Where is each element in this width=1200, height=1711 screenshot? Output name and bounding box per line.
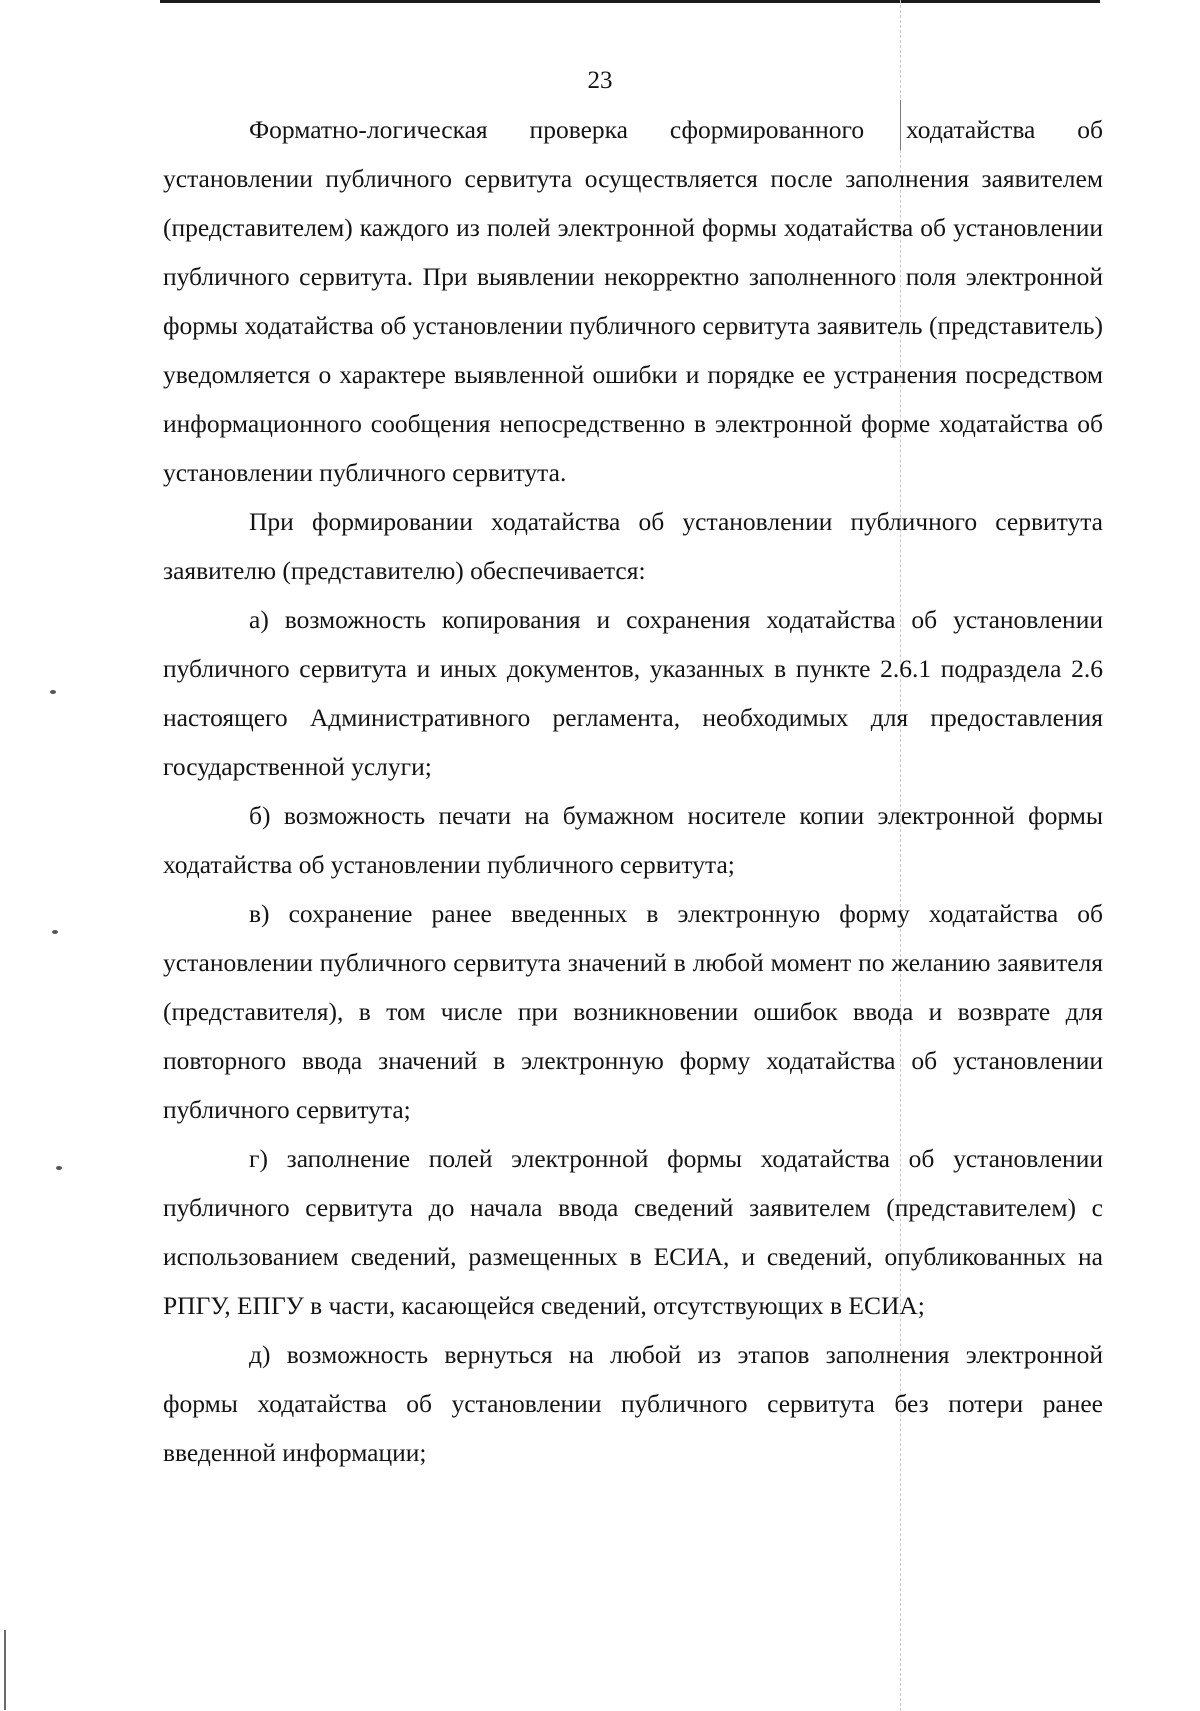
scan-edge-mark (4, 1630, 6, 1710)
list-item-a: а) возможность копирования и сохранения ходатайства об установлении публичного сервитута и иных документов, указанных в пункте 2.6.1 подраздела 2.6 настоящего Административного регламента, необходимых для предоставления государственной услуги; (163, 605, 1103, 781)
list-item-v: в) сохранение ранее введенных в электронную форму ходатайства об установлении публичного сервитута значений в любой момент по желанию заявителя (представителя), в том числе при возникновении ошибок ввода и возврате для повторного ввода значений в электронную форму ходатайства об установлении публичного сервитута; (163, 899, 1103, 1124)
page-number: 23 (587, 67, 613, 94)
paragraph-provisions-intro: При формировании ходатайства об установлении публичного сервитута заявителю (представителю) обеспечивается: (163, 507, 1103, 585)
list-item-g: г) заполнение полей электронной формы ходатайства об установлении публичного сервитута до начала ввода сведений заявителем (представителем) с использованием сведений, размещенных в ЕСИА, и сведений, опубликованных на РПГУ, ЕПГУ в части, касающейся сведений, отсутствующих в ЕСИА; (163, 1144, 1103, 1320)
list-item-b: б) возможность печати на бумажном носителе копии электронной формы ходатайства об установлении публичного сервитута; (163, 801, 1103, 879)
scan-speck (50, 690, 56, 694)
scan-speck (52, 930, 58, 934)
scan-speck (56, 1166, 62, 1170)
list-item-d: д) возможность вернуться на любой из этапов заполнения электронной формы ходатайства об установлении публичного сервитута без потери ранее введенной информации; (163, 1340, 1103, 1467)
paragraph-format-check: Форматно-логическая проверка сформированного ходатайства об установлении публичного сервитута осуществляется после заполнения заявителем (представителем) каждого из полей электронной формы ходатайства об установлении публичного сервитута. При выявлении некорректно заполненного поля электронной формы ходатайства об установлении публичного сервитута заявитель (представитель) уведомляется о характере выявленной ошибки и порядке ее устранения посредством информационного сообщения непосредственно в электронной форме ходатайства об установлении публичного сервитута. (163, 115, 1103, 487)
document-body (163, 105, 1103, 1477)
top-border-rule (160, 0, 1100, 3)
